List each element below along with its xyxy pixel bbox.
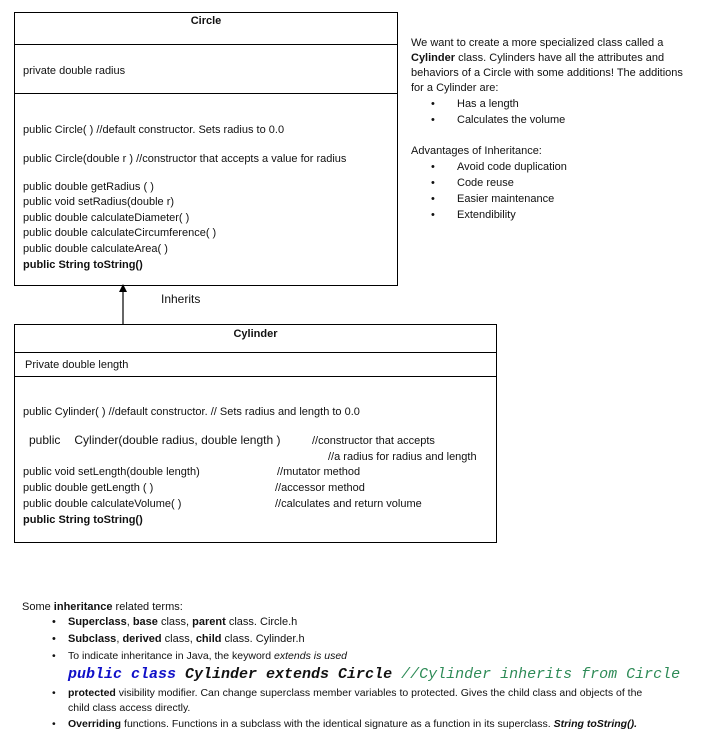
- term-bold: Overriding: [68, 718, 122, 730]
- term-bold: Subclass: [68, 633, 117, 645]
- term-text: ,: [116, 633, 123, 645]
- circle-class-box: [14, 12, 398, 286]
- circle-title-divider: [15, 44, 397, 45]
- description-line-rest: class. Cylinders have all the attributes and: [455, 52, 665, 64]
- description-line: for a Cylinder are:: [411, 82, 499, 94]
- list-item: [22, 615, 722, 630]
- cylinder-class-box: [14, 324, 497, 543]
- circle-method: public void setRadius(double r): [23, 196, 175, 208]
- list-item: [22, 632, 722, 647]
- circle-method: public double calculateDiameter( ): [23, 212, 190, 224]
- cylinder-attribute: Private double length: [25, 359, 129, 371]
- advantages-heading: Advantages of Inheritance:: [411, 145, 542, 157]
- cylinder-method: public double getLength ( ): [23, 482, 154, 494]
- term-bold: derived: [122, 633, 162, 645]
- list-item: [22, 686, 722, 716]
- inheritance-arrow: [112, 284, 134, 326]
- term-text: functions. Functions in a subclass with the identical signature as a function in its superclass.: [121, 718, 554, 730]
- cylinder-method-comment: //calculates and return volume: [275, 498, 422, 510]
- term-bold: protected: [68, 687, 116, 699]
- list-item: [22, 717, 722, 732]
- list-item: • Easier maintenance: [411, 191, 567, 207]
- circle-method: public Circle( ) //default constructor. Sets radius to 0.0: [23, 124, 285, 136]
- circle-method-tostring: public String toString(): [23, 259, 143, 271]
- description-cylinder-word: Cylinder: [411, 52, 456, 64]
- circle-attribute: private double radius: [23, 65, 126, 77]
- list-item: • Calculates the volume: [411, 112, 565, 128]
- term-bold: Superclass: [68, 616, 127, 628]
- list-item: • Extendibility: [411, 207, 567, 223]
- term-text: class,: [161, 633, 196, 645]
- cylinder-ctor-signature: Cylinder(double radius, double length ): [74, 433, 281, 447]
- circle-method: public double calculateArea( ): [23, 243, 168, 255]
- term-text: ,: [126, 616, 133, 628]
- cylinder-method: public Cylinder( ) //default constructor. // Sets radius and length to 0.0: [23, 406, 360, 418]
- list-item: • Code reuse: [411, 175, 567, 191]
- cylinder-title-divider: [15, 352, 496, 353]
- term-bold: child: [195, 633, 222, 645]
- cylinder-method: public void setLength(double length): [23, 466, 200, 478]
- circle-attribute-divider: [15, 93, 397, 94]
- description-line: behaviors of a Circle with some additions! The additions: [411, 67, 683, 79]
- cylinder-class-title: Cylinder: [233, 328, 278, 340]
- term-bold: base: [132, 616, 158, 628]
- additions-list: [411, 96, 565, 128]
- cylinder-ctor-comment: //constructor that accepts: [312, 435, 435, 447]
- terms-intro-prefix: Some: [22, 601, 54, 613]
- cylinder-ctor-comment: //a radius for radius and length: [328, 451, 477, 463]
- circle-class-title: Circle: [190, 15, 222, 27]
- cylinder-method: [29, 433, 281, 447]
- list-item: • Has a length: [411, 96, 565, 112]
- code-example: [68, 665, 722, 685]
- circle-method: public double getRadius ( ): [23, 181, 154, 193]
- description-line: [411, 51, 664, 65]
- term-text: child class access directly.: [68, 702, 191, 714]
- term-text: To indicate inheritance in Java, the keyword: [68, 650, 275, 662]
- cylinder-method: public double calculateVolume( ): [23, 498, 182, 510]
- cylinder-attribute-divider: [15, 376, 496, 377]
- code-comment: //Cylinder inherits from Circle: [392, 666, 681, 683]
- description-line: We want to create a more specialized class called a: [411, 37, 664, 49]
- term-example: String toString().: [553, 718, 637, 730]
- term-bold: parent: [192, 616, 226, 628]
- terms-list: [22, 615, 722, 732]
- cylinder-method-tostring: public String toString(): [23, 514, 143, 526]
- list-item: • Avoid code duplication: [411, 159, 567, 175]
- cylinder-method-comment: //mutator method: [277, 466, 361, 478]
- circle-method: public double calculateCircumference( ): [23, 227, 217, 239]
- term-text: visibility modifier. Can change superclass member variables to protected. Gives the child class and objects of the: [115, 687, 643, 699]
- terms-intro-suffix: related terms:: [112, 601, 183, 613]
- terms-intro: [22, 600, 183, 614]
- terms-intro-bold: inheritance: [53, 601, 113, 613]
- term-text: class,: [157, 616, 193, 628]
- cylinder-method-comment: //accessor method: [275, 482, 365, 494]
- circle-method: public Circle(double r ) //constructor that accepts a value for radius: [23, 153, 347, 165]
- code-keyword: public class: [68, 666, 177, 683]
- inherits-label: Inherits: [161, 292, 201, 306]
- advantages-list: [411, 159, 567, 223]
- code-class-decl: Cylinder extends Circle: [176, 666, 393, 683]
- term-text: class. Cylinder.h: [221, 633, 305, 645]
- term-italic: extends is used: [274, 650, 348, 662]
- cylinder-ctor-prefix: public: [29, 433, 61, 447]
- term-text: class. Circle.h: [225, 616, 298, 628]
- list-item: [22, 649, 722, 685]
